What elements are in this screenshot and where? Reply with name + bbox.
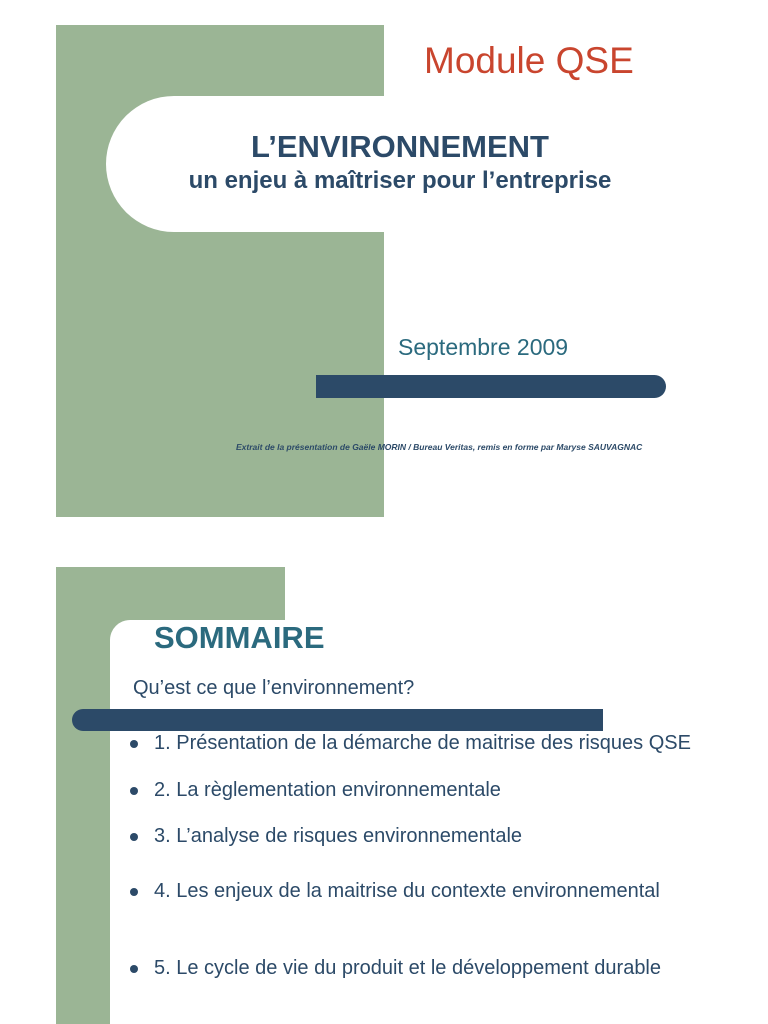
bullet-icon: [130, 965, 138, 973]
agenda-item-text: 5. Le cycle de vie du produit et le développement durable: [154, 957, 662, 979]
agenda-item-text: 1. Présentation de la démarche de maitrise des risques QSE: [154, 732, 691, 754]
slide2-accent-bar: [72, 709, 603, 731]
slide1-date: Septembre 2009: [398, 334, 569, 360]
slide2-question: Qu’est ce que l’environnement?: [133, 677, 415, 699]
agenda-item-text: 4. Les enjeux de la maitrise du contexte environnemental: [154, 880, 660, 902]
agenda-item-text: 2. La règlementation environnementale: [154, 779, 501, 801]
bullet-icon: [130, 740, 138, 748]
agenda-item-text: 3. L’analyse de risques environnementale: [154, 825, 523, 847]
slide2-title: SOMMAIRE: [154, 620, 325, 655]
bullet-icon: [130, 833, 138, 841]
bullet-icon: [130, 888, 138, 896]
bullet-icon: [130, 787, 138, 795]
slide1-subtitle: un enjeu à maîtriser pour l’entreprise: [188, 167, 612, 194]
slide1-title: L’ENVIRONNEMENT: [251, 129, 549, 164]
slide1-credit: Extrait de la présentation de Gaële MORIN / Bureau Veritas, remis en forme par Maryse SAUVAGNAC: [236, 442, 643, 452]
slide1-accent-bar: [316, 375, 666, 398]
module-title: Module QSE: [424, 40, 634, 81]
